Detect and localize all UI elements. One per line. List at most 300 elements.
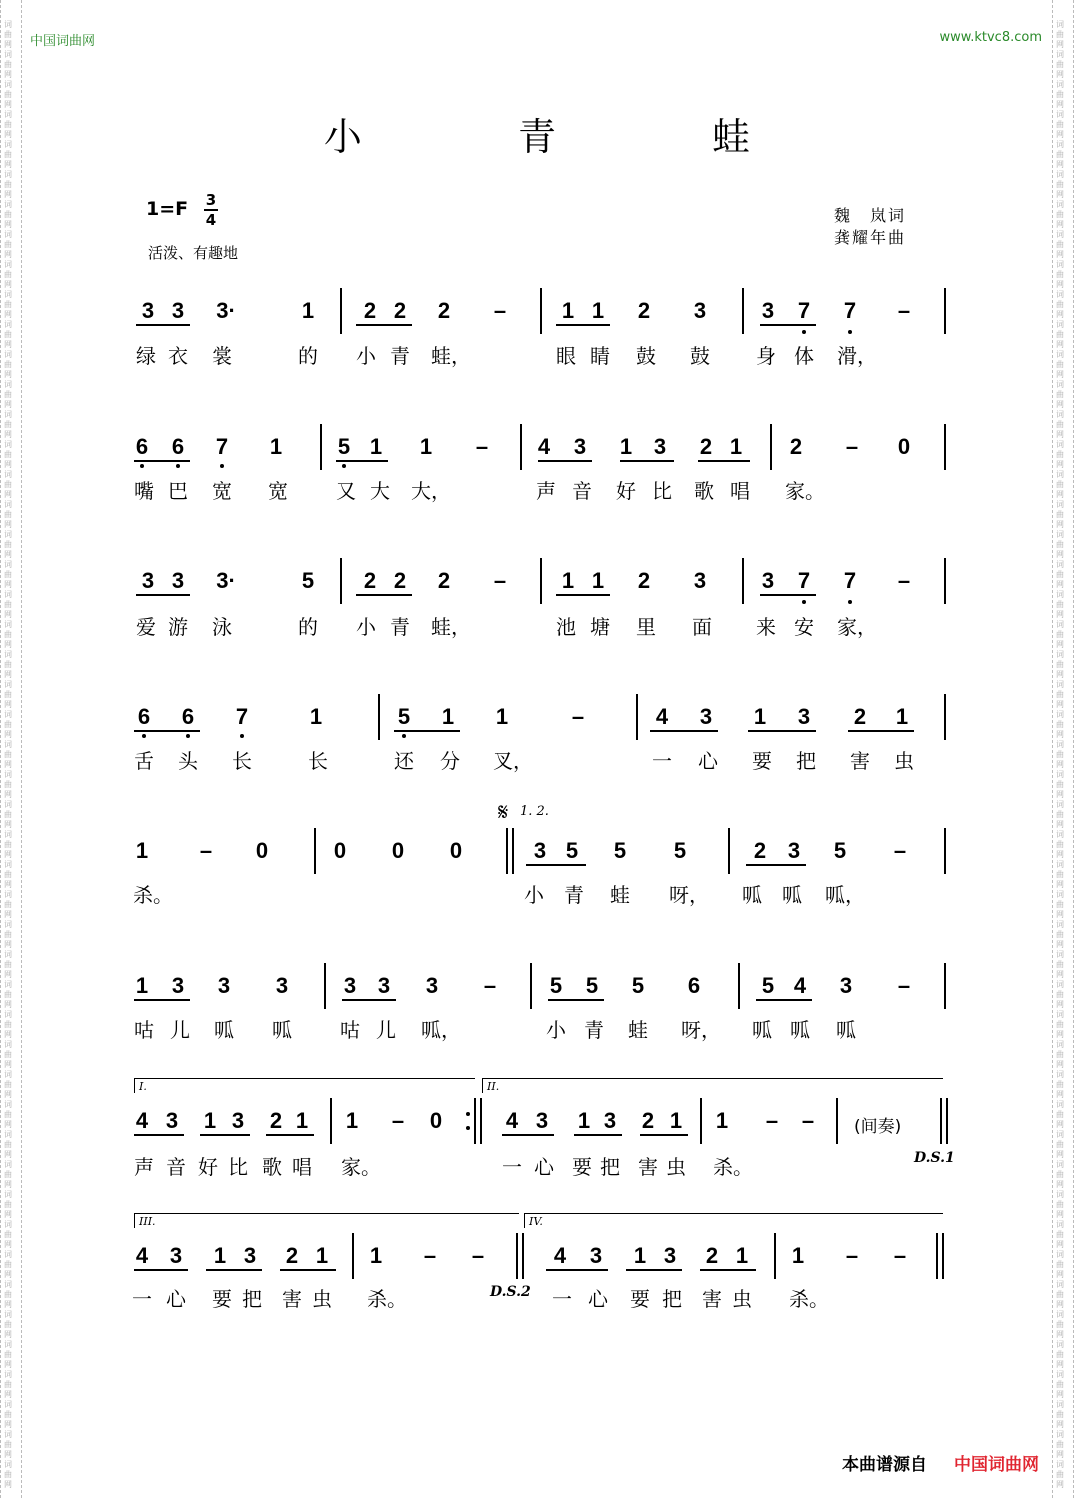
lyric: 体 bbox=[794, 344, 814, 368]
watermark-glyph: 曲 bbox=[4, 1470, 12, 1479]
note: 2 bbox=[269, 1108, 283, 1133]
lyric: 蛙 bbox=[610, 883, 630, 907]
double-barline bbox=[516, 1233, 518, 1279]
note: 0 bbox=[333, 838, 347, 863]
barline bbox=[700, 1098, 702, 1144]
watermark-glyph: 网 bbox=[4, 1240, 12, 1249]
watermark-glyph: 网 bbox=[4, 1450, 12, 1459]
lyric: 爱 bbox=[136, 615, 156, 639]
watermark-glyph: 网 bbox=[1056, 1150, 1064, 1159]
octave-dot bbox=[848, 600, 852, 604]
watermark-glyph: 网 bbox=[4, 100, 12, 109]
watermark-glyph: 词 bbox=[4, 1280, 12, 1289]
note: 3 bbox=[171, 298, 185, 323]
lyric: 把 bbox=[242, 1287, 262, 1311]
beam-underline bbox=[394, 730, 460, 732]
watermark-glyph: 曲 bbox=[4, 390, 12, 399]
watermark-glyph: 词 bbox=[1056, 1370, 1064, 1379]
lyric: 杀。 bbox=[713, 1155, 753, 1179]
watermark-glyph: 词 bbox=[1056, 230, 1064, 239]
lyric: 比 bbox=[652, 479, 672, 503]
barline bbox=[540, 558, 542, 604]
barline bbox=[330, 1098, 332, 1144]
segno-sign: 𝄋 bbox=[498, 798, 509, 826]
watermark-glyph: 网 bbox=[1056, 1420, 1064, 1429]
watermark-glyph: 曲 bbox=[4, 810, 12, 819]
watermark-glyph: 曲 bbox=[1056, 1470, 1064, 1479]
watermark-glyph: 网 bbox=[4, 640, 12, 649]
note: – bbox=[391, 1108, 405, 1133]
watermark-glyph: 词 bbox=[4, 1100, 12, 1109]
lyric: 要 bbox=[752, 749, 772, 773]
note: 4 bbox=[793, 973, 807, 998]
watermark-glyph: 词 bbox=[4, 380, 12, 389]
watermark-glyph: 网 bbox=[4, 1060, 12, 1069]
barline bbox=[738, 963, 740, 1009]
note: 2 bbox=[853, 704, 867, 729]
lyric: 安 bbox=[794, 615, 814, 639]
volta-bracket-1 bbox=[134, 1078, 475, 1093]
octave-dot bbox=[848, 330, 852, 334]
watermark-glyph: 网 bbox=[4, 940, 12, 949]
lyric: 把 bbox=[796, 749, 816, 773]
watermark-glyph: 曲 bbox=[1056, 720, 1064, 729]
beam-underline bbox=[134, 730, 200, 732]
octave-dot bbox=[240, 734, 244, 738]
barline bbox=[320, 424, 322, 470]
note: 1 bbox=[561, 298, 575, 323]
barline bbox=[944, 694, 946, 740]
note: – bbox=[471, 1243, 485, 1268]
watermark-glyph: 曲 bbox=[1056, 300, 1064, 309]
watermark-glyph: 曲 bbox=[1056, 60, 1064, 69]
barline bbox=[944, 288, 946, 334]
octave-dot bbox=[342, 464, 346, 468]
lyric: 儿 bbox=[170, 1018, 190, 1042]
beam-underline bbox=[700, 1269, 756, 1271]
lyric: 鼓 bbox=[690, 344, 710, 368]
note: 2 bbox=[363, 298, 377, 323]
lyric: 歌 bbox=[694, 479, 714, 503]
watermark-glyph: 网 bbox=[1056, 430, 1064, 439]
watermark-glyph: 网 bbox=[4, 1420, 12, 1429]
watermark-glyph: 曲 bbox=[1056, 1050, 1064, 1059]
lyric: 眼 bbox=[556, 344, 576, 368]
watermark-glyph: 曲 bbox=[4, 1200, 12, 1209]
final-barline bbox=[936, 1233, 938, 1279]
note: 4 bbox=[655, 704, 669, 729]
note: 2 bbox=[699, 434, 713, 459]
lyric: 咕 bbox=[340, 1018, 360, 1042]
note: 3 bbox=[787, 838, 801, 863]
watermark-glyph: 曲 bbox=[1056, 420, 1064, 429]
watermark-glyph: 曲 bbox=[1056, 990, 1064, 999]
watermark-glyph: 词 bbox=[1056, 1220, 1064, 1229]
watermark-glyph: 词 bbox=[4, 1370, 12, 1379]
note: 2 bbox=[363, 568, 377, 593]
beam-underline bbox=[548, 999, 604, 1001]
watermark-glyph: 词 bbox=[4, 680, 12, 689]
watermark-glyph: 网 bbox=[1056, 130, 1064, 139]
watermark-glyph: 词 bbox=[4, 1250, 12, 1259]
lyric: 宽 bbox=[268, 479, 288, 503]
note: 2 bbox=[437, 568, 451, 593]
octave-dot bbox=[802, 330, 806, 334]
lyric: 音 bbox=[166, 1155, 186, 1179]
barline bbox=[774, 1233, 776, 1279]
note: 3· bbox=[216, 568, 236, 593]
watermark-glyph: 曲 bbox=[4, 210, 12, 219]
watermark-glyph: 曲 bbox=[4, 1230, 12, 1239]
watermark-glyph: 词 bbox=[1056, 1010, 1064, 1019]
watermark-glyph: 词 bbox=[1056, 950, 1064, 959]
note: 1 bbox=[369, 1243, 383, 1268]
watermark-glyph: 网 bbox=[4, 1270, 12, 1279]
note: 3 bbox=[693, 568, 707, 593]
left-watermark-strip bbox=[0, 0, 22, 1498]
watermark-glyph: 网 bbox=[4, 880, 12, 889]
watermark-glyph: 词 bbox=[4, 1040, 12, 1049]
watermark-glyph: 网 bbox=[4, 160, 12, 169]
barline bbox=[352, 1233, 354, 1279]
watermark-glyph: 网 bbox=[4, 460, 12, 469]
note: 4 bbox=[135, 1243, 149, 1268]
lyric: 的 bbox=[298, 615, 318, 639]
watermark-glyph: 网 bbox=[1056, 1360, 1064, 1369]
watermark-glyph: 词 bbox=[4, 1220, 12, 1229]
note: 3 bbox=[663, 1243, 677, 1268]
beam-underline bbox=[574, 1134, 622, 1136]
lyric: 唱 bbox=[730, 479, 750, 503]
beam-underline bbox=[134, 999, 190, 1001]
note: 4 bbox=[135, 1108, 149, 1133]
watermark-glyph: 曲 bbox=[4, 510, 12, 519]
watermark-glyph: 词 bbox=[1056, 800, 1064, 809]
watermark-glyph: 网 bbox=[4, 250, 12, 259]
watermark-glyph: 曲 bbox=[1056, 1350, 1064, 1359]
watermark-glyph: 曲 bbox=[4, 90, 12, 99]
watermark-glyph: 曲 bbox=[4, 720, 12, 729]
beam-underline bbox=[640, 1134, 688, 1136]
watermark-glyph: 网 bbox=[1056, 940, 1064, 949]
watermark-glyph: 曲 bbox=[1056, 480, 1064, 489]
watermark-glyph: 词 bbox=[4, 350, 12, 359]
octave-dot bbox=[142, 734, 146, 738]
watermark-glyph: 曲 bbox=[1056, 1320, 1064, 1329]
note: 1 bbox=[753, 704, 767, 729]
note: 1 bbox=[269, 434, 283, 459]
note: 1 bbox=[213, 1243, 227, 1268]
watermark-glyph: 词 bbox=[1056, 980, 1064, 989]
watermark-glyph: 网 bbox=[4, 670, 12, 679]
note: 2 bbox=[393, 298, 407, 323]
lyric: 泳 bbox=[212, 615, 232, 639]
watermark-glyph: 网 bbox=[1056, 370, 1064, 379]
lyric: 蛙， bbox=[431, 615, 471, 639]
repeat-barline bbox=[474, 1098, 476, 1144]
note: 0 bbox=[897, 434, 911, 459]
barline bbox=[378, 694, 380, 740]
watermark-glyph: 曲 bbox=[1056, 540, 1064, 549]
lyric: 把 bbox=[600, 1155, 620, 1179]
note: 1 bbox=[669, 1108, 683, 1133]
watermark-glyph: 曲 bbox=[4, 750, 12, 759]
watermark-glyph: 网 bbox=[4, 520, 12, 529]
barline bbox=[728, 828, 730, 874]
octave-dot bbox=[220, 464, 224, 468]
note: – bbox=[571, 704, 585, 729]
watermark-glyph: 词 bbox=[1056, 680, 1064, 689]
watermark-glyph: 网 bbox=[4, 490, 12, 499]
lyric: 大 bbox=[370, 479, 390, 503]
note: 5 bbox=[631, 973, 645, 998]
note: 1 bbox=[619, 434, 633, 459]
note: 2 bbox=[637, 298, 651, 323]
watermark-glyph: 词 bbox=[1056, 1460, 1064, 1469]
watermark-glyph: 曲 bbox=[1056, 900, 1064, 909]
note: – bbox=[765, 1108, 779, 1133]
watermark-glyph: 网 bbox=[1056, 700, 1064, 709]
watermark-glyph: 词 bbox=[4, 830, 12, 839]
lyric: 绿 bbox=[136, 344, 156, 368]
note: 3 bbox=[535, 1108, 549, 1133]
beam-underline bbox=[526, 864, 586, 866]
watermark-glyph: 网 bbox=[4, 970, 12, 979]
watermark-glyph: 词 bbox=[1056, 470, 1064, 479]
lyric: 虫 bbox=[666, 1155, 686, 1179]
watermark-glyph: 曲 bbox=[4, 1290, 12, 1299]
watermark-glyph: 网 bbox=[1056, 220, 1064, 229]
watermark-glyph: 曲 bbox=[4, 1050, 12, 1059]
watermark-glyph: 网 bbox=[1056, 1120, 1064, 1129]
watermark-glyph: 网 bbox=[4, 370, 12, 379]
watermark-glyph: 网 bbox=[1056, 280, 1064, 289]
watermark-glyph: 曲 bbox=[1056, 90, 1064, 99]
lyric: 杀。 bbox=[367, 1287, 407, 1311]
note: 3 bbox=[533, 838, 547, 863]
lyric: 害 bbox=[702, 1287, 722, 1311]
footer-site-name: 中国词曲网 bbox=[954, 1455, 1039, 1475]
watermark-glyph: 曲 bbox=[4, 450, 12, 459]
barline bbox=[742, 558, 744, 604]
watermark-glyph: 网 bbox=[1056, 190, 1064, 199]
watermark-glyph: 曲 bbox=[4, 660, 12, 669]
tempo-marking: 活泼、有趣地 bbox=[148, 244, 239, 262]
watermark-glyph: 曲 bbox=[4, 990, 12, 999]
note: – bbox=[893, 838, 907, 863]
lyric: 青 bbox=[584, 1018, 604, 1042]
watermark-glyph: 网 bbox=[1056, 1060, 1064, 1069]
watermark-glyph: 曲 bbox=[1056, 1140, 1064, 1149]
note: 2 bbox=[753, 838, 767, 863]
note: 5 bbox=[833, 838, 847, 863]
note: – bbox=[845, 1243, 859, 1268]
note: 1 bbox=[309, 704, 323, 729]
note: 3 bbox=[141, 568, 155, 593]
note: 3 bbox=[573, 434, 587, 459]
note: – bbox=[493, 568, 507, 593]
lyric: 家。 bbox=[341, 1155, 381, 1179]
watermark-glyph: 词 bbox=[1056, 1250, 1064, 1259]
watermark-glyph: 网 bbox=[4, 730, 12, 739]
watermark-glyph: 词 bbox=[4, 590, 12, 599]
volta-label: II. bbox=[487, 1080, 500, 1093]
watermark-glyph: 曲 bbox=[4, 1260, 12, 1269]
lyric: 小 bbox=[524, 883, 544, 907]
watermark-glyph: 曲 bbox=[4, 330, 12, 339]
watermark-glyph: 词 bbox=[4, 1010, 12, 1019]
watermark-glyph: 词 bbox=[1056, 260, 1064, 269]
note: 1 bbox=[735, 1243, 749, 1268]
note: 7 bbox=[797, 568, 811, 593]
lyric: 又 bbox=[336, 479, 356, 503]
beam-underline bbox=[748, 730, 816, 732]
watermark-glyph: 曲 bbox=[1056, 810, 1064, 819]
beam-underline bbox=[556, 594, 610, 596]
watermark-glyph: 曲 bbox=[1056, 150, 1064, 159]
key-signature: 1=F bbox=[146, 198, 189, 220]
lyric: 要 bbox=[572, 1155, 592, 1179]
watermark-glyph: 曲 bbox=[4, 300, 12, 309]
beam-underline bbox=[556, 324, 610, 326]
watermark-glyph: 词 bbox=[4, 860, 12, 869]
watermark-glyph: 曲 bbox=[1056, 270, 1064, 279]
note: – bbox=[475, 434, 489, 459]
note: 3 bbox=[171, 568, 185, 593]
watermark-glyph: 曲 bbox=[4, 60, 12, 69]
right-watermark-strip bbox=[1052, 0, 1074, 1498]
watermark-glyph: 曲 bbox=[1056, 960, 1064, 969]
lyric: 杀。 bbox=[133, 883, 173, 907]
time-signature bbox=[204, 192, 218, 228]
lyric: 呱 bbox=[836, 1018, 856, 1042]
watermark-glyph: 词 bbox=[4, 440, 12, 449]
lyric: 唱 bbox=[292, 1155, 312, 1179]
watermark-glyph: 词 bbox=[4, 230, 12, 239]
watermark-glyph: 网 bbox=[4, 1000, 12, 1009]
lyric: 蛙 bbox=[628, 1018, 648, 1042]
note: 3 bbox=[243, 1243, 257, 1268]
note: 1 bbox=[495, 704, 509, 729]
note: 1 bbox=[729, 434, 743, 459]
note: 1 bbox=[203, 1108, 217, 1133]
barline bbox=[836, 1098, 838, 1144]
watermark-glyph: 网 bbox=[1056, 1300, 1064, 1309]
watermark-glyph: 网 bbox=[4, 790, 12, 799]
watermark-glyph: 曲 bbox=[4, 240, 12, 249]
lyric: 心 bbox=[534, 1155, 554, 1179]
note: 1 bbox=[577, 1108, 591, 1133]
beam-underline bbox=[546, 1269, 608, 1271]
note: 1 bbox=[591, 568, 605, 593]
watermark-glyph: 曲 bbox=[4, 1380, 12, 1389]
watermark-glyph: 网 bbox=[4, 1090, 12, 1099]
octave-dot bbox=[802, 600, 806, 604]
watermark-glyph: 曲 bbox=[1056, 210, 1064, 219]
beam-underline bbox=[746, 864, 806, 866]
lyric: 还 bbox=[394, 749, 414, 773]
watermark-glyph: 网 bbox=[1056, 100, 1064, 109]
watermark-glyph: 曲 bbox=[4, 930, 12, 939]
watermark-glyph: 网 bbox=[4, 1180, 12, 1189]
watermark-glyph: 词 bbox=[1056, 740, 1064, 749]
watermark-glyph: 网 bbox=[4, 340, 12, 349]
note: 3 bbox=[699, 704, 713, 729]
time-top: 3 bbox=[205, 191, 217, 209]
watermark-glyph: 词 bbox=[4, 110, 12, 119]
note: 5 bbox=[613, 838, 627, 863]
beam-underline bbox=[206, 1269, 262, 1271]
note: 3 bbox=[171, 973, 185, 998]
note: 2 bbox=[637, 568, 651, 593]
watermark-glyph: 词 bbox=[1056, 860, 1064, 869]
note: 1 bbox=[633, 1243, 647, 1268]
beam-underline bbox=[848, 730, 914, 732]
note: 3 bbox=[377, 973, 391, 998]
lyric: 心 bbox=[588, 1287, 608, 1311]
lyric: 呀， bbox=[669, 883, 709, 907]
lyric: 小 bbox=[546, 1018, 566, 1042]
lyric: 里 bbox=[636, 615, 656, 639]
watermark-glyph: 词 bbox=[4, 470, 12, 479]
watermark-glyph: 词 bbox=[4, 20, 12, 29]
watermark-glyph: 曲 bbox=[4, 270, 12, 279]
note: – bbox=[493, 298, 507, 323]
barline bbox=[770, 424, 772, 470]
lyric: 一 bbox=[652, 749, 672, 773]
watermark-glyph: 网 bbox=[4, 760, 12, 769]
barline bbox=[520, 424, 522, 470]
watermark-glyph: 词 bbox=[4, 560, 12, 569]
composer: 龚耀年曲 bbox=[834, 228, 907, 247]
watermark-glyph: 曲 bbox=[1056, 1170, 1064, 1179]
note: 1 bbox=[441, 704, 455, 729]
note: 4 bbox=[537, 434, 551, 459]
watermark-glyph: 网 bbox=[1056, 850, 1064, 859]
watermark-glyph: 曲 bbox=[4, 120, 12, 129]
watermark-glyph: 词 bbox=[4, 530, 12, 539]
watermark-glyph: 网 bbox=[1056, 1450, 1064, 1459]
barline bbox=[324, 963, 326, 1009]
lyric: 呱， bbox=[421, 1018, 461, 1042]
note: – bbox=[897, 568, 911, 593]
watermark-glyph: 词 bbox=[4, 320, 12, 329]
ds1-marking: D.S.1 bbox=[914, 1150, 955, 1166]
lyric: 呱 bbox=[742, 883, 762, 907]
beam-underline bbox=[280, 1269, 336, 1271]
lyric: 儿 bbox=[376, 1018, 396, 1042]
note: – bbox=[897, 973, 911, 998]
lyric: 呱 bbox=[790, 1018, 810, 1042]
note: 1 bbox=[591, 298, 605, 323]
watermark-glyph: 词 bbox=[1056, 1340, 1064, 1349]
lyric: 游 bbox=[168, 615, 188, 639]
watermark-glyph: 曲 bbox=[4, 480, 12, 489]
note: 1 bbox=[345, 1108, 359, 1133]
watermark-glyph: 词 bbox=[1056, 1280, 1064, 1289]
lyric: 心 bbox=[166, 1287, 186, 1311]
watermark-glyph: 曲 bbox=[1056, 1200, 1064, 1209]
watermark-glyph: 网 bbox=[1056, 820, 1064, 829]
lyric: 心 bbox=[698, 749, 718, 773]
watermark-glyph: 词 bbox=[4, 500, 12, 509]
lyric: 声 bbox=[134, 1155, 154, 1179]
note: 2 bbox=[285, 1243, 299, 1268]
watermark-glyph: 曲 bbox=[1056, 1440, 1064, 1449]
note: 1 bbox=[791, 1243, 805, 1268]
barline bbox=[340, 558, 342, 604]
watermark-glyph: 网 bbox=[1056, 1390, 1064, 1399]
